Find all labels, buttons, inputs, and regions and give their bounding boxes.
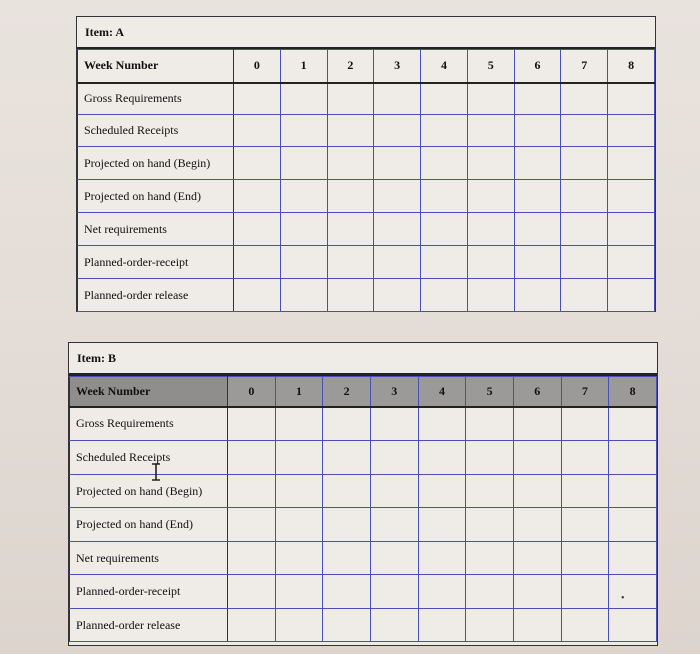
cell[interactable]	[418, 475, 466, 508]
cell[interactable]	[418, 407, 466, 441]
row-label-projected-on-hand-begin: Projected on hand (Begin)	[78, 147, 234, 180]
cell[interactable]	[280, 279, 327, 312]
cell[interactable]	[323, 542, 371, 575]
cell[interactable]	[228, 407, 276, 441]
cell[interactable]	[275, 609, 323, 642]
cell[interactable]	[561, 147, 608, 180]
cell[interactable]	[467, 279, 514, 312]
cell[interactable]	[327, 115, 374, 147]
cell[interactable]	[234, 279, 281, 312]
cell[interactable]	[514, 115, 561, 147]
text-cursor-icon	[150, 463, 162, 481]
cell[interactable]	[608, 115, 655, 147]
cell[interactable]	[421, 180, 468, 213]
cell[interactable]	[561, 441, 609, 475]
cell[interactable]	[609, 407, 657, 441]
cell[interactable]	[561, 246, 608, 279]
cell[interactable]	[608, 180, 655, 213]
cell[interactable]	[374, 115, 421, 147]
cell[interactable]	[234, 180, 281, 213]
cell[interactable]	[280, 246, 327, 279]
week-5: 5	[467, 50, 514, 83]
cell[interactable]	[609, 609, 657, 642]
cell[interactable]	[280, 180, 327, 213]
row-label-projected-on-hand-begin: Projected on hand (Begin)	[70, 475, 228, 508]
cell[interactable]	[228, 441, 276, 475]
cell[interactable]	[374, 213, 421, 246]
cell[interactable]	[275, 508, 323, 542]
week-6: 6	[514, 50, 561, 83]
cell[interactable]	[374, 147, 421, 180]
cell[interactable]	[280, 83, 327, 115]
item-a-title: Item: A	[77, 17, 655, 49]
cell[interactable]	[421, 147, 468, 180]
item-b-title: Item: B	[69, 343, 657, 376]
cell[interactable]	[275, 575, 323, 609]
cell[interactable]	[228, 609, 276, 642]
cell[interactable]	[327, 279, 374, 312]
cell[interactable]	[370, 542, 418, 575]
cell[interactable]	[323, 508, 371, 542]
cell[interactable]	[370, 609, 418, 642]
week-number-label: Week Number	[78, 50, 234, 83]
cell[interactable]	[609, 508, 657, 542]
week-6: 6	[513, 377, 561, 407]
row-label-planned-order-release: Planned-order release	[70, 609, 228, 642]
table-row	[70, 508, 657, 542]
week-3: 3	[370, 377, 418, 407]
cell[interactable]	[374, 83, 421, 115]
cell[interactable]	[327, 246, 374, 279]
cell[interactable]	[275, 407, 323, 441]
cell[interactable]	[513, 542, 561, 575]
row-label-planned-order-receipt: Planned-order-receipt	[78, 246, 234, 279]
cell[interactable]	[466, 441, 514, 475]
item-a-grid	[77, 49, 655, 312]
cell[interactable]	[561, 407, 609, 441]
week-0: 0	[228, 377, 276, 407]
cell[interactable]	[327, 83, 374, 115]
cell[interactable]	[561, 279, 608, 312]
cell[interactable]	[327, 180, 374, 213]
table-row	[78, 279, 655, 312]
row-label-net-requirements: Net requirements	[78, 213, 234, 246]
week-8: 8	[609, 377, 657, 407]
cell[interactable]	[608, 213, 655, 246]
cell[interactable]	[280, 213, 327, 246]
cell[interactable]	[418, 542, 466, 575]
cell[interactable]	[609, 475, 657, 508]
table-row	[78, 213, 655, 246]
table-row	[70, 407, 657, 441]
row-label-scheduled-receipts: Scheduled Receipts	[70, 441, 228, 475]
cell[interactable]	[466, 407, 514, 441]
cell[interactable]	[514, 279, 561, 312]
row-label-scheduled-receipts: Scheduled Receipts	[78, 115, 234, 147]
cell[interactable]	[467, 147, 514, 180]
week-5: 5	[466, 377, 514, 407]
week-4: 4	[418, 377, 466, 407]
cell[interactable]	[323, 441, 371, 475]
cell[interactable]	[609, 542, 657, 575]
cell[interactable]	[374, 279, 421, 312]
row-label-projected-on-hand-end: Projected on hand (End)	[78, 180, 234, 213]
item-b-table	[68, 342, 658, 646]
week-0: 0	[234, 50, 281, 83]
cell[interactable]	[228, 542, 276, 575]
cell[interactable]	[234, 147, 281, 180]
cell[interactable]	[421, 213, 468, 246]
cell[interactable]	[370, 575, 418, 609]
cell[interactable]	[513, 475, 561, 508]
cell[interactable]	[327, 147, 374, 180]
cell[interactable]	[327, 213, 374, 246]
stray-dot: •	[621, 593, 625, 604]
week-1: 1	[275, 377, 323, 407]
cell[interactable]	[275, 542, 323, 575]
cell[interactable]	[370, 508, 418, 542]
cell[interactable]	[561, 115, 608, 147]
cell[interactable]	[466, 542, 514, 575]
cell[interactable]	[234, 246, 281, 279]
cell[interactable]	[561, 508, 609, 542]
cell[interactable]	[275, 475, 323, 508]
row-label-planned-order-release: Planned-order release	[78, 279, 234, 312]
table-row	[78, 83, 655, 115]
cell[interactable]	[418, 609, 466, 642]
cell[interactable]	[467, 115, 514, 147]
cell[interactable]	[466, 508, 514, 542]
cell[interactable]	[467, 246, 514, 279]
cell[interactable]	[466, 575, 514, 609]
cell[interactable]	[514, 83, 561, 115]
cell[interactable]	[234, 213, 281, 246]
cell[interactable]	[234, 115, 281, 147]
cell[interactable]	[418, 441, 466, 475]
cell[interactable]	[323, 609, 371, 642]
cell[interactable]	[467, 180, 514, 213]
cell[interactable]	[608, 246, 655, 279]
cell[interactable]	[561, 609, 609, 642]
row-label-net-requirements: Net requirements	[70, 542, 228, 575]
cell[interactable]	[514, 246, 561, 279]
week-3: 3	[374, 50, 421, 83]
cell[interactable]	[228, 508, 276, 542]
table-row	[70, 542, 657, 575]
cell[interactable]	[561, 542, 609, 575]
cell[interactable]	[323, 407, 371, 441]
cell[interactable]	[370, 407, 418, 441]
row-label-gross-requirements: Gross Requirements	[70, 407, 228, 441]
cell[interactable]	[514, 180, 561, 213]
cell[interactable]	[370, 441, 418, 475]
cell[interactable]	[609, 441, 657, 475]
week-2: 2	[323, 377, 371, 407]
cell[interactable]	[467, 213, 514, 246]
cell[interactable]	[228, 475, 276, 508]
cell[interactable]	[513, 441, 561, 475]
week-number-label: Week Number	[70, 377, 228, 407]
cell[interactable]	[561, 213, 608, 246]
cell[interactable]	[513, 609, 561, 642]
cell[interactable]	[323, 475, 371, 508]
cell[interactable]	[466, 609, 514, 642]
cell[interactable]	[280, 147, 327, 180]
cell[interactable]	[608, 83, 655, 115]
cell[interactable]	[374, 246, 421, 279]
cell[interactable]	[513, 508, 561, 542]
cell[interactable]	[370, 475, 418, 508]
cell[interactable]	[467, 83, 514, 115]
cell[interactable]	[514, 213, 561, 246]
cell[interactable]	[421, 83, 468, 115]
row-label-planned-order-receipt: Planned-order-receipt	[70, 575, 228, 609]
cell[interactable]	[228, 575, 276, 609]
cell[interactable]	[418, 575, 466, 609]
item-a-table	[76, 16, 656, 312]
cell[interactable]	[561, 180, 608, 213]
cell[interactable]	[280, 115, 327, 147]
table-row	[78, 147, 655, 180]
cell[interactable]	[514, 147, 561, 180]
cell[interactable]	[513, 407, 561, 441]
cell[interactable]	[374, 180, 421, 213]
cell[interactable]	[466, 475, 514, 508]
week-2: 2	[327, 50, 374, 83]
cell[interactable]	[608, 147, 655, 180]
cell[interactable]	[275, 441, 323, 475]
cell[interactable]	[418, 508, 466, 542]
table-row	[78, 115, 655, 147]
week-8: 8	[608, 50, 655, 83]
cell[interactable]	[561, 83, 608, 115]
table-row	[78, 180, 655, 213]
week-7: 7	[561, 377, 609, 407]
cell[interactable]	[609, 575, 657, 609]
table-row	[70, 575, 657, 609]
week-header-row	[70, 377, 657, 407]
week-7: 7	[561, 50, 608, 83]
week-header-row	[78, 50, 655, 83]
cell[interactable]	[561, 575, 609, 609]
cell[interactable]	[608, 279, 655, 312]
cell[interactable]	[421, 246, 468, 279]
week-4: 4	[421, 50, 468, 83]
cell[interactable]	[513, 575, 561, 609]
cell[interactable]	[561, 475, 609, 508]
cell[interactable]	[234, 83, 281, 115]
item-b-grid	[69, 376, 657, 642]
cell[interactable]	[323, 575, 371, 609]
row-label-projected-on-hand-end: Projected on hand (End)	[70, 508, 228, 542]
cell[interactable]	[421, 279, 468, 312]
row-label-gross-requirements: Gross Requirements	[78, 83, 234, 115]
table-row	[70, 609, 657, 642]
week-1: 1	[280, 50, 327, 83]
table-row	[78, 246, 655, 279]
cell[interactable]	[421, 115, 468, 147]
